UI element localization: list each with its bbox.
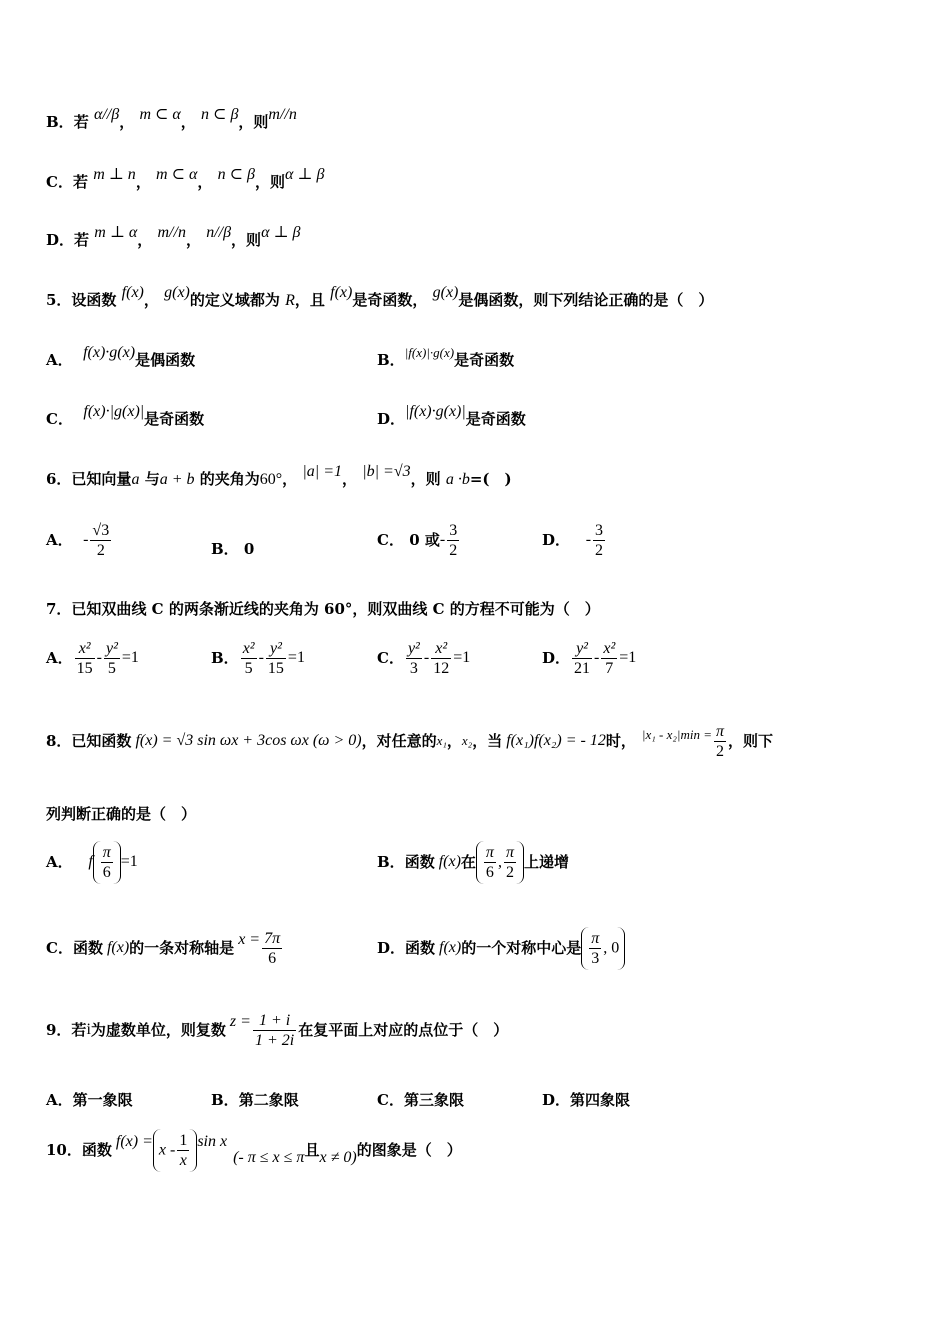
- q6-option-c: C． 0 或 - $\frac{3}{2}$: [377, 521, 458, 559]
- q8-option-c: C． 函数 f(x) 的一条对称轴是 x = $\frac{7\pi}{6}$: [46, 929, 281, 967]
- q8-option-a: A． f $\frac{\pi}{6}$ =1: [46, 840, 138, 884]
- q9-option-a: A．第一象限: [46, 1091, 133, 1109]
- q6-option-d: D． - $\frac{3}{2}$: [542, 521, 604, 559]
- q6-stem: 6．已知向量a 与a + b 的夹角为60°， |a| =1， |b| =√3，则 a ·b=( ): [46, 463, 512, 488]
- q4-option-c: C．若 m ⊥ n， m ⊂ α， n ⊂ β，则α ⊥ β: [46, 166, 325, 191]
- q9-option-d: D．第四象限: [542, 1091, 631, 1109]
- q8-stem-line2: 列判断正确的是（ ）: [46, 805, 197, 823]
- q10-stem: 10．函数 f(x) = x - $\frac{1}{x}$ sin x (- π ≤ x ≤ π 且 x ≠ 0) 的图象是（ ）: [46, 1124, 462, 1176]
- q5-option-a: A． f(x)·g(x)是偶函数: [46, 344, 196, 369]
- q7-stem: 7．已知双曲线 C 的两条渐近线的夹角为 60°，则双曲线 C 的方程不可能为（ ）: [46, 600, 600, 618]
- q6-option-b: B． 0: [211, 540, 255, 558]
- q4-option-d: D．若 m ⊥ α， m//n， n//β，则α ⊥ β: [46, 224, 301, 249]
- q5-option-c: C． f(x)·|g(x)|是奇函数: [46, 403, 205, 428]
- q7-option-a: A． $\frac{\text{x²}}{15}$ - $\frac{\text{y²}}{5}$ =1: [46, 639, 139, 677]
- q7-option-c: C． $\frac{\text{y²}}{3}$ - $\frac{\text{x²}}{12}$ =1: [377, 639, 471, 677]
- q9-option-b: B．第二象限: [211, 1091, 299, 1109]
- q8-stem: 8．已知函数 f(x) = √3 sin ωx + 3cos ωx (ω > 0) ，对任意的 x₁ ， x₂ ，当 f(x₁)f(x₂) = - 12 时， |x₁ - x₂|min = $\frac{\pi}{2}$ ，则下: [46, 722, 773, 760]
- q7-option-d: D． $\frac{\text{y²}}{21}$ - $\frac{\text{x²}}{7}$ =1: [542, 639, 637, 677]
- q8-option-d: D． 函数 f(x) 的一个对称中心是 $\frac{\pi}{3}$ , 0: [377, 926, 625, 970]
- q7-option-b: B． $\frac{\text{x²}}{5}$ - $\frac{\text{y²}}{15}$ =1: [211, 639, 305, 677]
- q6-option-a: A． - $\frac{√3}{2}$: [46, 521, 110, 559]
- q8-option-b: B． 函数 f(x) 在 $\frac{\pi}{6}$ , $\frac{\pi}{2}$ 上递增: [377, 840, 569, 884]
- q5-option-b: B．|f(x)|·g(x)是奇函数: [377, 345, 515, 369]
- q9-stem: 9．若 i 为虚数单位，则复数 z = $\frac{1 + i}{1 + 2i}$ 在复平面上对应的点位于（ ）: [46, 1011, 509, 1049]
- q5-option-d: D．|f(x)·g(x)|是奇函数: [377, 403, 526, 428]
- q9-option-c: C．第三象限: [377, 1091, 464, 1109]
- q4-option-b: B．若 α//β， m ⊂ α， n ⊂ β，则m//n: [46, 106, 297, 131]
- q5-stem: 5．设函数 f(x)， g(x)的定义域都为 R，且 f(x)是奇函数， g(x)是偶函数，则下列结论正确的是（ ）: [46, 284, 714, 309]
